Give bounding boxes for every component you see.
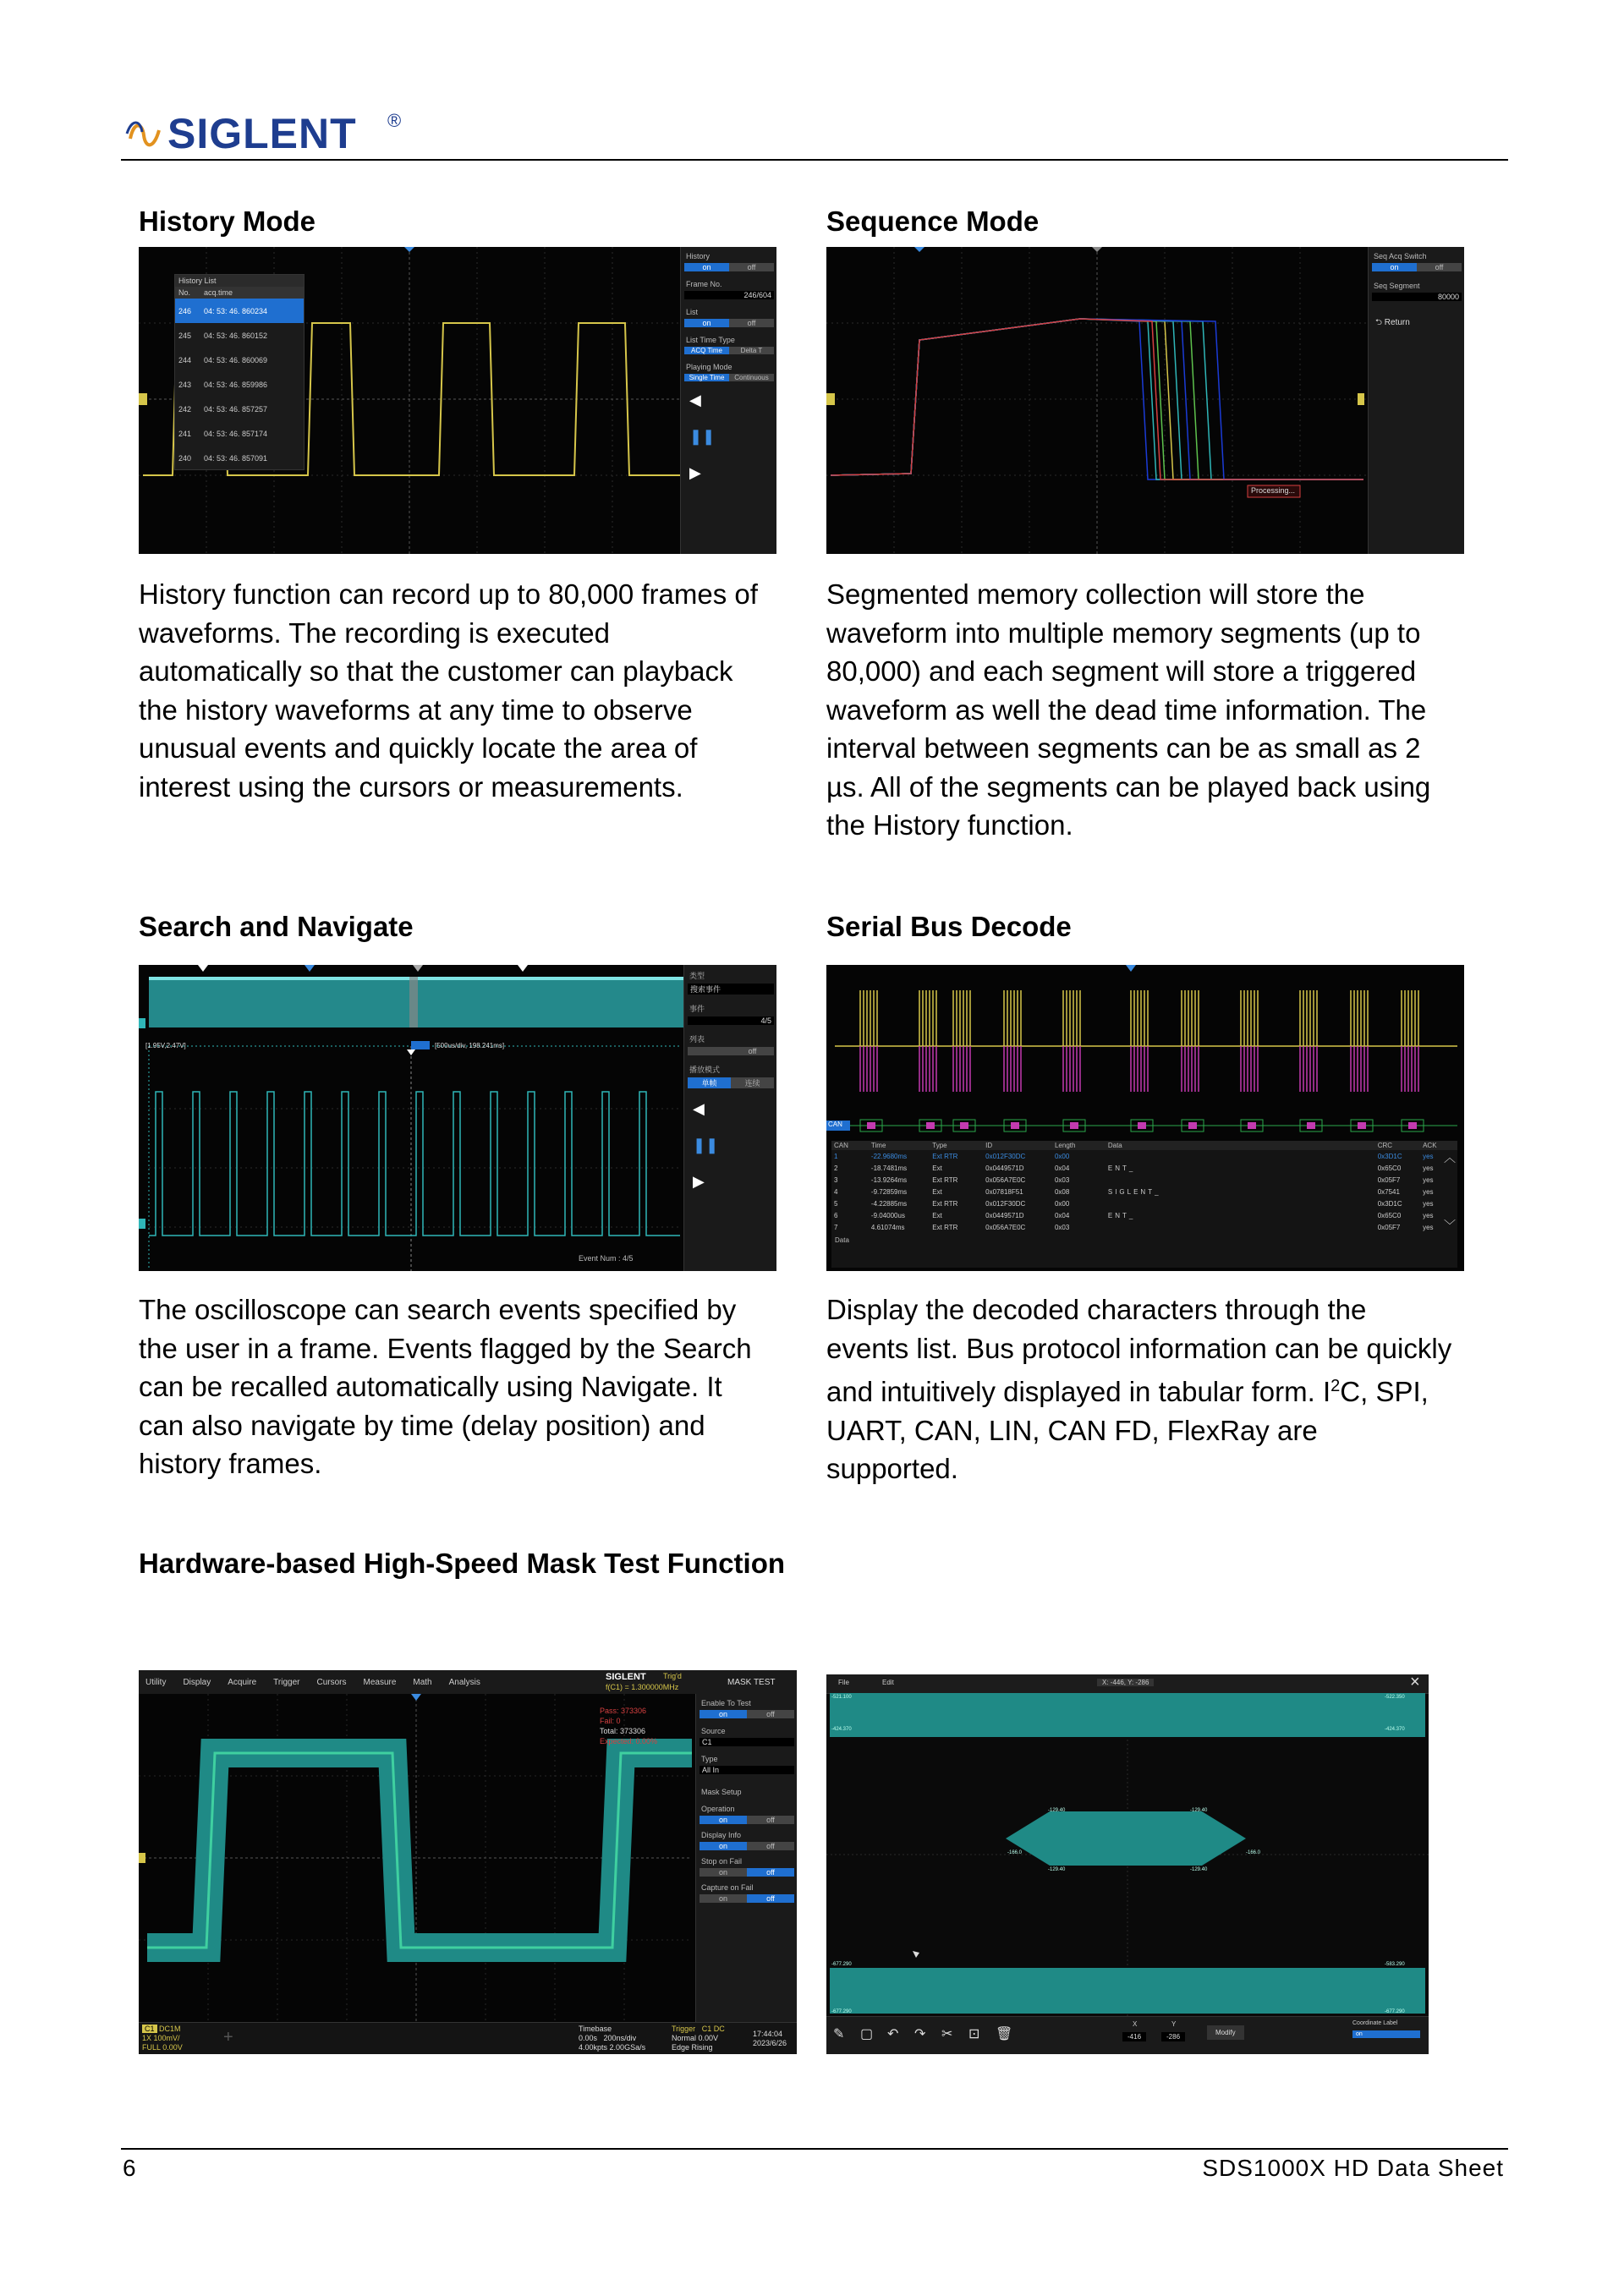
search-side-menu [683, 965, 776, 1271]
draw-icon[interactable]: ✎ [833, 2027, 845, 2041]
frame-no-value[interactable]: 246/604 [684, 291, 774, 299]
sequence-line: the History function. [826, 809, 1073, 841]
redo-icon[interactable]: ↷ [914, 2027, 926, 2041]
decode-table [831, 1141, 1457, 1268]
operation-on-button[interactable]: on [700, 1816, 747, 1824]
siglent-wave-icon [123, 113, 166, 156]
decoded-frame-id [926, 1122, 935, 1129]
seq-segment-label: Seq Segment [1374, 282, 1420, 290]
event-label: 事件 [689, 1005, 705, 1013]
file-tab[interactable]: File [838, 1679, 849, 1686]
single-button[interactable]: 单帧 [688, 1077, 731, 1088]
decode-header-cell: Time [870, 1142, 886, 1149]
decode-cell: -9.72859ms [870, 1187, 908, 1196]
serial-line-with-i2c: and intuitively displayed in tabular form. $I^2C$, SPI, [826, 1376, 1429, 1407]
decode-cell: 6 [834, 1211, 838, 1219]
history-list-row[interactable] [175, 323, 304, 348]
scope-menu-item[interactable]: Trigger [273, 1677, 300, 1687]
tb-rate: 2.00GSa/s [609, 2043, 646, 2052]
sequence-line: 80,000) and each segment will store a triggered [826, 655, 1417, 687]
return-button[interactable] [1375, 316, 1464, 331]
search-navigate-title: Search and Navigate [139, 911, 414, 942]
decode-row[interactable] [831, 1221, 1457, 1233]
serial-line: events list. Bus protocol information can be quickly [826, 1332, 1452, 1364]
history-row-time: 04: 53: 46. 860152 [204, 331, 268, 340]
add-channel-icon[interactable]: + [223, 2028, 233, 2047]
y-input[interactable]: -286 [1161, 2032, 1185, 2041]
decode-cell: Ext [932, 1164, 942, 1172]
zoom-left-readout: [1.95V,2.47V] [145, 1042, 186, 1049]
clock-date: 2023/6/26 [753, 2039, 787, 2047]
decode-cell: 5 [834, 1199, 838, 1208]
trigger-info[interactable] [672, 2025, 725, 2052]
delta-t-button[interactable]: Delta T [729, 347, 774, 354]
coordinate-label-title: Coordinate Label [1352, 2020, 1398, 2026]
clock [753, 2030, 787, 2048]
decode-cell: 0x05F7 [1377, 1175, 1401, 1184]
history-list-title: History List [175, 275, 304, 287]
mask-vertex-label: -129.40 [1048, 1867, 1066, 1872]
decode-cell: 0x04 [1054, 1164, 1070, 1172]
event-num-readout: Event Num : 4/5 [579, 1254, 634, 1263]
decode-row[interactable] [831, 1150, 1457, 1162]
processing-label: Processing... [1251, 486, 1296, 495]
serial-bus-decode-description [826, 1290, 1457, 1488]
stop-on-fail-label: Stop on Fail [701, 1857, 743, 1866]
decode-row[interactable] [831, 1197, 1457, 1209]
decode-cell: 0x0449571D [985, 1211, 1024, 1219]
data-label: Data [835, 1236, 849, 1244]
decode-cell: yes [1423, 1223, 1434, 1231]
pause-icon[interactable]: ❚❚ [693, 1137, 719, 1153]
seq-acq-switch-label: Seq Acq Switch [1374, 252, 1427, 260]
serial-line: Display the decoded characters through the [826, 1294, 1367, 1325]
decoded-frame-id [1070, 1122, 1078, 1129]
history-list-row[interactable] [175, 397, 304, 421]
mask-vertex-label: -166.0 [1007, 1850, 1023, 1855]
decode-cell: yes [1423, 1187, 1434, 1196]
stop-on-fail-on-button[interactable]: on [700, 1868, 747, 1877]
continuous-button[interactable]: Continuous [729, 374, 774, 381]
decoded-frame-id [1358, 1122, 1366, 1129]
sequence-line: µs. All of the segments can be played back using [826, 770, 1431, 803]
zoom-mid-readout: [500us/div, 198.241ms] [435, 1042, 505, 1049]
decode-cell: 0x7541 [1377, 1187, 1400, 1196]
enable-off-button[interactable]: off [747, 1710, 794, 1718]
erase-icon[interactable]: ✂ [941, 2027, 953, 2041]
decode-cell: yes [1423, 1199, 1434, 1208]
decode-cell: SIGLENT_ [1107, 1187, 1161, 1196]
search-navigate-screenshot [139, 965, 776, 1271]
history-row-time: 04: 53: 46. 860069 [204, 355, 268, 364]
enable-label: Enable To Test [701, 1699, 751, 1707]
ch-scale: 100mV/ [153, 2034, 180, 2042]
history-line: History function can record up to 80,000 frames of [139, 578, 758, 610]
history-row-no: 243 [178, 380, 192, 389]
tb-pts: 4.00kpts [579, 2043, 608, 2052]
ch-coupling: DC1M [159, 2025, 181, 2033]
siglent-logo [123, 108, 411, 159]
mask-vertex-label: -677.290 [1385, 2009, 1405, 2014]
decode-header-cell: Length [1054, 1142, 1076, 1149]
decode-header-cell: CAN [834, 1142, 848, 1149]
decode-cell: 0x00 [1054, 1199, 1070, 1208]
history-list-row[interactable] [175, 299, 304, 323]
seq-off-button[interactable]: off [1417, 263, 1462, 271]
search-navigate-description [139, 1290, 770, 1483]
scope-menu-item[interactable]: Cursors [316, 1677, 347, 1687]
search-line: The oscilloscope can search events specified by [139, 1294, 737, 1325]
history-line: unusual events and quickly locate the area of [139, 732, 698, 764]
col-no-header: No. [178, 288, 191, 297]
pass-count: Pass: 373306 [600, 1707, 647, 1715]
decoded-frame-id [1011, 1122, 1019, 1129]
status-bar [139, 2022, 797, 2054]
mask-menu-bar [139, 1670, 797, 1694]
mask-vertex-label: -522.350 [1385, 1695, 1405, 1700]
mask-vertex-label: -424.370 [831, 1727, 852, 1732]
return-icon: ⮌ [1375, 318, 1383, 327]
expected-rate: Expected: 0.00% [600, 1737, 658, 1745]
playing-mode-label: Playing Mode [686, 363, 732, 371]
type-label: 类型 [689, 972, 705, 980]
ch-label: C1 [142, 2025, 157, 2033]
x-label: X [1133, 2020, 1138, 2028]
mask-side-menu [695, 1694, 797, 2022]
mask-vertex-label: -129.40 [1190, 1808, 1208, 1813]
mask-vertex-label: -424.370 [1385, 1727, 1405, 1732]
decode-cell: Ext RTR [932, 1175, 958, 1184]
decode-cell: Ext [932, 1187, 942, 1196]
decode-cell: -4.22885ms [870, 1199, 908, 1208]
history-mode-description [139, 575, 770, 806]
display-info-off-button[interactable]: off [747, 1842, 794, 1850]
coordinate-label-on-toggle[interactable]: on [1352, 2030, 1420, 2038]
decode-cell: 0x00 [1054, 1152, 1070, 1160]
stop-on-fail-off-button[interactable]: off [747, 1868, 794, 1877]
clock-time: 17:44:04 [753, 2030, 783, 2038]
history-row-time: 04: 53: 46. 859986 [204, 380, 268, 389]
scope-menu-item[interactable]: Acquire [228, 1677, 257, 1687]
history-list-row[interactable] [175, 348, 304, 372]
scope-menu-item[interactable]: Display [183, 1677, 211, 1687]
display-info-label: Display Info [701, 1831, 742, 1839]
mask-vertex-label: -129.40 [1190, 1867, 1208, 1872]
ch-offset: 0.00V [162, 2043, 183, 2052]
decode-cell: 0x056A7E0C [985, 1175, 1026, 1184]
mask-vertex-label: -677.290 [831, 1962, 852, 1967]
history-mode-title: History Mode [139, 205, 316, 237]
sequence-line: Segmented memory collection will store the [826, 578, 1365, 610]
trig-status: Trig'd [663, 1672, 682, 1680]
mask-vertex-label: -677.290 [831, 2009, 852, 2014]
decode-cell: 3 [834, 1175, 838, 1184]
operation-off-button[interactable]: off [747, 1816, 794, 1824]
channel-info[interactable] [142, 2025, 183, 2052]
edit-vertex-icon[interactable]: ⊡ [968, 2027, 980, 2041]
tb-delay: 0.00s [579, 2034, 598, 2042]
footer-rule [121, 2148, 1508, 2150]
timebase-info[interactable] [579, 2025, 645, 2052]
decode-cell: -9.04000us [870, 1211, 905, 1219]
decode-cell: 0x05F7 [1377, 1223, 1401, 1231]
decode-cell: 0x07818F51 [985, 1187, 1023, 1196]
capture-on-fail-label: Capture on Fail [701, 1883, 754, 1892]
history-row-no: 241 [178, 429, 192, 438]
sequence-line: waveform into multiple memory segments (up to [826, 616, 1421, 649]
mask-vertex-label: -521.100 [831, 1695, 852, 1700]
decode-cell: -22.9680ms [870, 1152, 908, 1160]
decode-row[interactable] [831, 1209, 1457, 1221]
tb-label: Timebase [579, 2025, 612, 2033]
rect-select-icon[interactable]: ▢ [860, 2027, 874, 2041]
modify-button[interactable]: Modify [1207, 2025, 1244, 2040]
header-rule [121, 159, 1508, 161]
list-label: 列表 [689, 1035, 705, 1044]
serial-line: supported. [826, 1453, 958, 1484]
history-mode-screenshot [139, 247, 776, 554]
decode-cell: yes [1423, 1211, 1434, 1219]
mask-test-screenshot [139, 1670, 797, 2054]
decode-row[interactable] [831, 1186, 1457, 1197]
history-list-row[interactable] [175, 421, 304, 446]
decode-cell: -13.9264ms [870, 1175, 908, 1184]
history-side-menu [680, 247, 776, 554]
history-row-time: 04: 53: 46. 857257 [204, 404, 268, 414]
single-time-button[interactable]: Single Time [684, 374, 729, 381]
search-line: the user in a frame. Events flagged by the Search [139, 1332, 752, 1364]
mask-test-header: MASK TEST [727, 1678, 776, 1687]
decode-row[interactable] [831, 1174, 1457, 1186]
trig-type: Edge [672, 2043, 690, 2052]
capture-on-fail-off-button[interactable]: off [747, 1894, 794, 1903]
history-line: interest using the cursors or measurements. [139, 770, 683, 803]
seq-segment-value[interactable]: 80000 [1372, 293, 1462, 301]
edit-tab[interactable]: Edit [882, 1679, 894, 1686]
history-row-no: 244 [178, 355, 192, 364]
mask-stats [600, 1706, 657, 1746]
mask-editor-bottom-bar [826, 2016, 1429, 2054]
delete-icon[interactable]: 🗑 [996, 2027, 1013, 2041]
decode-header-cell: ACK [1423, 1142, 1437, 1149]
history-row-no: 240 [178, 453, 192, 463]
mask-vertex-label: -129.40 [1048, 1808, 1066, 1813]
decode-cell: 4.61074ms [870, 1223, 905, 1231]
decode-cell: 0x012F30DC [985, 1152, 1026, 1160]
decode-cell: 0x03 [1054, 1223, 1070, 1231]
serial-bus-decode-title: Serial Bus Decode [826, 911, 1072, 942]
history-row-time: 04: 53: 46. 857091 [204, 453, 268, 463]
sequence-line: interval between segments can be as small as 2 [826, 732, 1421, 764]
decode-cell: 0x65C0 [1377, 1164, 1402, 1172]
history-list-row[interactable] [175, 446, 304, 470]
scope-menu-item[interactable]: Analysis [448, 1677, 480, 1687]
scroll-up-icon[interactable]: ︿ [1444, 1151, 1456, 1164]
decode-cell: ENT_ [1107, 1164, 1136, 1172]
return-label: Return [1384, 318, 1410, 327]
scope-menu-item[interactable]: Utility [145, 1677, 167, 1687]
seq-on-button[interactable]: on [1372, 263, 1417, 271]
history-line: the history waveforms at any time to observe [139, 693, 693, 726]
history-label: History [686, 252, 710, 260]
trig-src: C1 DC [701, 2025, 725, 2033]
page-number: 6 [123, 2155, 136, 2181]
cursor-coord: X: -446, Y: -286 [1097, 1679, 1154, 1686]
list-off-button[interactable]: off [729, 319, 774, 327]
decoded-frame-id [1248, 1122, 1256, 1129]
mask-vertex-label: -583.290 [1385, 1962, 1405, 1967]
decoded-frame-id [1408, 1122, 1417, 1129]
next-frame-icon[interactable]: ▶ [689, 464, 701, 481]
decode-cell: 0x03 [1054, 1175, 1070, 1184]
decode-header-cell: Type [932, 1142, 947, 1149]
decode-row[interactable] [831, 1162, 1457, 1174]
list-on-button[interactable]: on [684, 319, 729, 327]
decode-cell: Ext RTR [932, 1223, 958, 1231]
decode-cell: yes [1423, 1164, 1434, 1172]
history-list-panel [174, 274, 304, 470]
history-row-time: 04: 53: 46. 860234 [204, 306, 268, 315]
undo-icon[interactable]: ↶ [887, 2027, 899, 2041]
history-row-no: 242 [178, 404, 192, 414]
freq-readout: f(C1) = 1.300000MHz [606, 1683, 679, 1691]
history-on-button[interactable]: on [684, 263, 729, 271]
list-off-button[interactable]: off [731, 1047, 774, 1055]
history-row-no: 245 [178, 331, 192, 340]
decode-cell: 0x3D1C [1377, 1199, 1402, 1208]
trig-level: 0.00V [698, 2034, 719, 2042]
decoded-frame-id [960, 1122, 968, 1129]
trig-mode: Normal [672, 2034, 697, 2042]
decoded-frame-id [1307, 1122, 1315, 1129]
list-time-type-label: List Time Type [686, 336, 735, 344]
decode-cell: Ext RTR [932, 1199, 958, 1208]
i2c-superscript: 2 [1330, 1377, 1341, 1395]
frame-no-label: Frame No. [686, 280, 722, 288]
event-value[interactable]: 4/5 [688, 1016, 774, 1025]
decode-cell: 0x3D1C [1377, 1152, 1402, 1160]
search-line: can also navigate by time (delay position) and [139, 1409, 705, 1441]
mask-editor-toolbar [826, 1674, 1429, 1694]
registered-mark: ® [387, 110, 402, 131]
source-label: Source [701, 1727, 726, 1735]
decode-cell: yes [1423, 1175, 1434, 1184]
close-icon[interactable]: × [1410, 1674, 1420, 1691]
decode-cell: 0x04 [1054, 1211, 1070, 1219]
decoded-frame-id [867, 1122, 875, 1129]
scope-menu-item[interactable]: Math [413, 1677, 432, 1687]
sequence-mode-screenshot [826, 247, 1464, 554]
continuous-button[interactable]: 连续 [731, 1077, 774, 1088]
mask-editor-screenshot [826, 1674, 1429, 2054]
document-title: SDS1000X HD Data Sheet [1202, 2155, 1504, 2181]
capture-on-fail-on-button[interactable]: on [700, 1894, 747, 1903]
decode-cell: 0x08 [1054, 1187, 1070, 1196]
trig-slope: Rising [691, 2043, 713, 2052]
ch-probe: 1X [142, 2034, 152, 2042]
ch-bw: FULL [142, 2043, 161, 2052]
decode-cell: ENT_ [1107, 1211, 1136, 1219]
decode-cell: 0x056A7E0C [985, 1223, 1026, 1231]
acq-time-button[interactable]: ACQ Time [684, 347, 729, 354]
decode-cell: 1 [834, 1152, 838, 1160]
fail-count: Fail: 0 [600, 1717, 621, 1725]
history-row-no: 246 [178, 306, 192, 315]
decode-cell: 4 [834, 1187, 838, 1196]
prev-frame-icon[interactable]: ◀ [689, 392, 701, 408]
decode-header-cell: ID [985, 1142, 993, 1149]
prev-event-icon[interactable]: ◀ [693, 1100, 705, 1117]
serial-bus-decode-screenshot [826, 965, 1464, 1271]
scroll-down-icon[interactable]: ﹀ [1444, 1219, 1456, 1232]
decode-cell: Ext RTR [932, 1152, 958, 1160]
decoded-frame-id [1138, 1122, 1146, 1129]
x-input[interactable]: -416 [1122, 2032, 1146, 2041]
decode-cell: 2 [834, 1164, 838, 1172]
mask-test-title: Hardware-based High-Speed Mask Test Function [139, 1548, 786, 1579]
play-mode-label: 播放模式 [689, 1066, 721, 1074]
scope-menu-item[interactable]: Measure [363, 1677, 397, 1687]
type-label: Type [701, 1755, 718, 1763]
type-select[interactable]: All In [700, 1766, 794, 1774]
display-info-on-button[interactable]: on [700, 1842, 747, 1850]
decode-cell: Ext [932, 1211, 942, 1219]
list-label: List [686, 308, 699, 316]
decode-header-cell: Data [1107, 1142, 1122, 1149]
decode-cell: 0x65C0 [1377, 1211, 1402, 1219]
sequence-mode-title: Sequence Mode [826, 205, 1040, 237]
operation-label: Operation [701, 1805, 735, 1813]
next-event-icon[interactable]: ▶ [693, 1173, 705, 1190]
decode-header-cell: CRC [1377, 1142, 1393, 1149]
history-row-time: 04: 53: 46. 857174 [204, 429, 268, 438]
trig-label: Trigger [672, 2025, 696, 2033]
serial-line: UART, CAN, LIN, CAN FD, FlexRay are [826, 1414, 1318, 1446]
sequence-mode-description [826, 575, 1457, 845]
bus-label: CAN [828, 1121, 842, 1128]
decode-cell: yes [1423, 1152, 1434, 1160]
sequence-side-menu [1368, 247, 1464, 554]
type-select[interactable]: 搜索事件 [688, 984, 774, 995]
decode-cell: 7 [834, 1223, 838, 1231]
history-list-row[interactable] [175, 372, 304, 397]
decode-cell: 0x012F30DC [985, 1199, 1026, 1208]
col-time-header: acq.time [204, 288, 233, 297]
scope-brand: SIGLENT [606, 1672, 646, 1682]
decode-cell: -18.7481ms [870, 1164, 908, 1172]
total-count: Total: 373306 [600, 1727, 646, 1735]
y-label: Y [1171, 2020, 1177, 2028]
source-select[interactable]: C1 [700, 1738, 794, 1746]
history-off-button[interactable]: off [729, 263, 774, 271]
history-line: waveforms. The recording is executed [139, 616, 610, 649]
decoded-frame-id [1188, 1122, 1197, 1129]
mask-setup-button[interactable]: Mask Setup [701, 1788, 742, 1796]
sequence-line: waveform as well the dead time information. The [826, 693, 1427, 726]
brand-name: SIGLENT [167, 110, 357, 157]
tb-scale: 200ns/div [603, 2034, 637, 2042]
mask-vertex-label: -166.0 [1246, 1850, 1261, 1855]
pause-icon[interactable]: ❚❚ [689, 428, 716, 445]
search-line: can be recalled automatically using Navigate. It [139, 1371, 722, 1402]
enable-on-button[interactable]: on [700, 1710, 747, 1718]
decode-cell: 0x0449571D [985, 1164, 1024, 1172]
history-line: automatically so that the customer can playback [139, 655, 733, 687]
search-line: history frames. [139, 1448, 322, 1479]
